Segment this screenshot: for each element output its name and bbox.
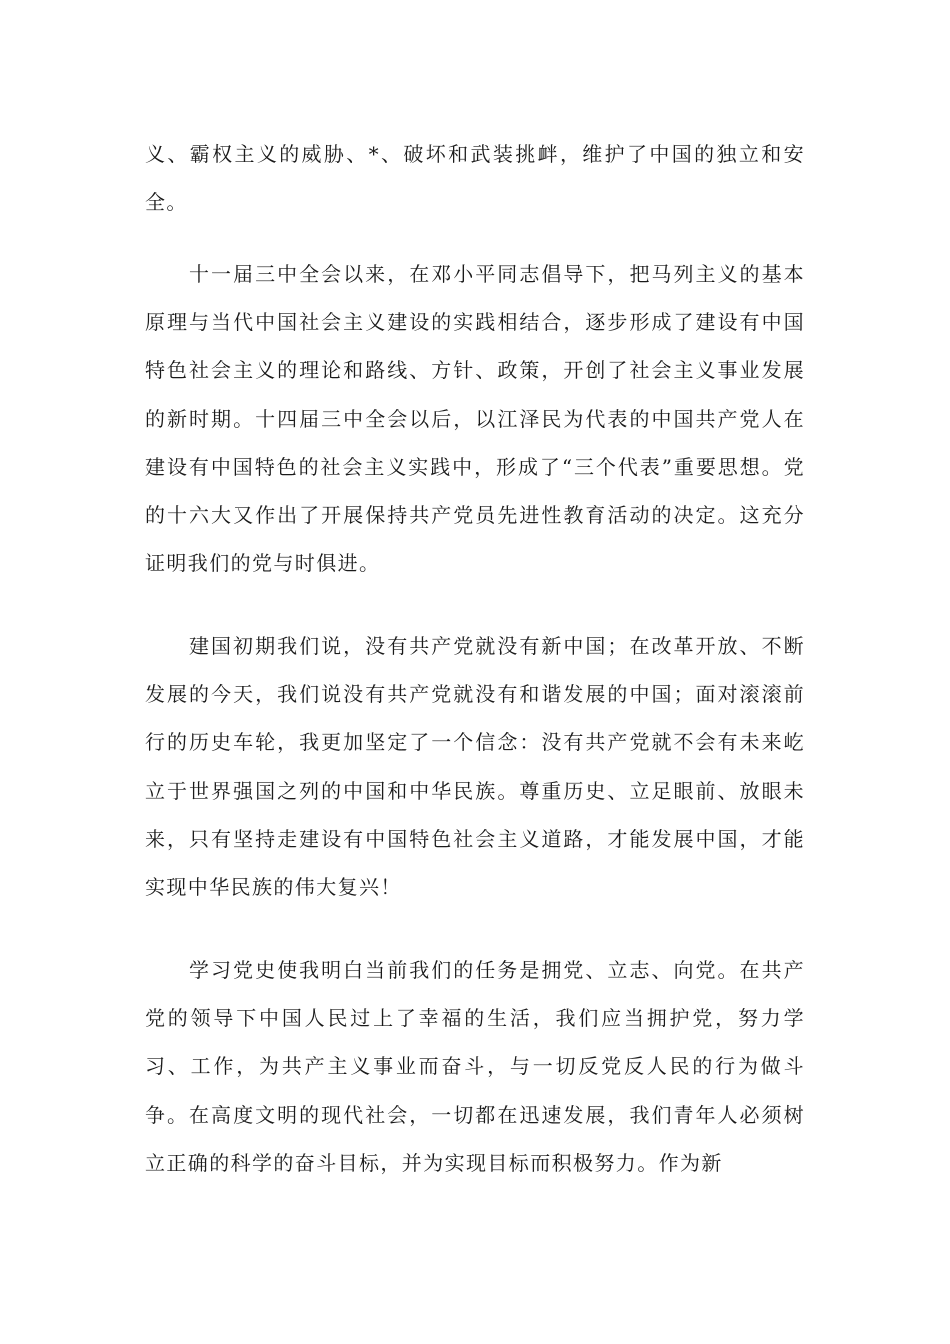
- paragraph: 建国初期我们说，没有共产党就没有新中国；在改革开放、不断发展的今天，我们说没有共产党就没有和谐发展的中国；面对滚滚前行的历史车轮，我更加坚定了一个信念：没有共产党就不会有未来屹立于世界强国之列的中国和中华民族。尊重历史、立足眼前、放眼未来，只有坚持走建设有中国特色社会主义道路，才能发展中国，才能实现中华民族的伟大复兴！: [145, 634, 805, 900]
- paragraph-continued: 义、霸权主义的威胁、*、破坏和武装挑衅，维护了中国的独立和安全。: [145, 142, 805, 215]
- paragraph: 学习党史使我明白当前我们的任务是拥党、立志、向党。在共产党的领导下中国人民过上了幸福的生活，我们应当拥护党，努力学习、工作，为共产主义事业而奋斗，与一切反党反人民的行为做斗争。在高度文明的现代社会，一切都在迅速发展，我们青年人必须树立正确的科学的奋斗目标，并为实现目标而积极努力。作为新: [145, 958, 805, 1175]
- paragraph: 十一届三中全会以来，在邓小平同志倡导下，把马列主义的基本原理与当代中国社会主义建设的实践相结合，逐步形成了建设有中国特色社会主义的理论和路线、方针、政策，开创了社会主义事业发展的新时期。十四届三中全会以后，以江泽民为代表的中国共产党人在建设有中国特色的社会主义实践中，形成了“三个代表”重要思想。党的十六大又作出了开展保持共产党员先进性教育活动的决定。这充分证明我们的党与时俱进。: [145, 262, 805, 576]
